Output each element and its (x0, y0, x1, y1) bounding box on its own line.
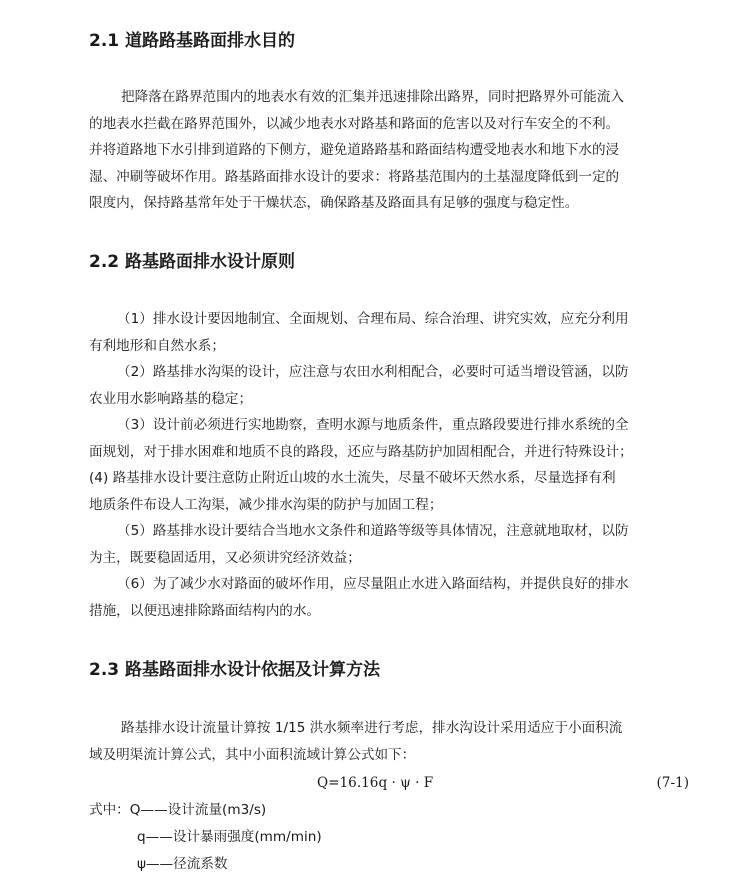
list-item-line: （3）设计前必须进行实地勘察，查明水源与地质条件，重点路段要进行排水系统的全 (117, 417, 629, 433)
section-2-3-paragraph (89, 715, 714, 768)
formula-expression: Q=16.16q · ψ · F (317, 775, 434, 791)
paragraph-line: 的地表水拦截在路界范围外，以减少地表水对路基和路面的危害以及对行车安全的不利。 (89, 115, 620, 132)
list-item-line: 为主，既要稳固适用，又必须讲究经济效益； (89, 549, 361, 566)
paragraph-line: 域及明渠流计算公式，其中小面积流域计算公式如下： (89, 746, 416, 763)
list-item-line: (4) 路基排水设计要注意防止附近山坡的水土流失，尽量不破坏天然水系，尽量选择有利 (89, 470, 616, 486)
section-2-1-paragraph (89, 84, 714, 217)
paragraph-line: 把降落在路界范围内的地表水有效的汇集并迅速排除出路界，同时把路界外可能流入 (121, 89, 624, 105)
list-item-line: （1）排水设计要因地制宜、全面规划、合理布局、综合治理、讲究实效，应充分利用 (117, 311, 629, 327)
variable-definition: q——设计暴雨强度(mm/min) (137, 829, 322, 845)
list-item-line: （2）路基排水沟渠的设计，应注意与农田水利相配合，必要时可适当增设管涵，以防 (117, 364, 629, 380)
section-2-2-heading: 2.2 路基路面排水设计原则 (89, 252, 296, 272)
paragraph-line: 并将道路地下水引排到道路的下侧方，避免道路路基和路面结构遭受地表水和地下水的浸 (89, 142, 620, 158)
section-2-3-heading: 2.3 路基路面排水设计依据及计算方法 (89, 660, 381, 680)
section-2-1-heading: 2.1 道路路基路面排水目的 (89, 31, 296, 51)
list-item-line: 措施，以便迅速排除路面结构内的水。 (89, 602, 321, 619)
formula-number: (7-1) (656, 775, 689, 791)
section-2-2-list (89, 306, 714, 624)
list-item-line: （5）路基排水设计要结合当地水文条件和道路等级等具体情况，注意就地取材，以防 (117, 523, 629, 539)
flow-formula (89, 772, 689, 794)
paragraph-line: 限度内，保持路基常年处于干燥状态，确保路基及路面具有足够的强度与稳定性。 (89, 195, 579, 211)
formula-variable-definitions (89, 797, 322, 878)
paragraph-line: 路基排水设计流量计算按 1/15 洪水频率进行考虑，排水沟设计采用适应于小面积流 (121, 720, 623, 736)
variable-definition: ψ——径流系数 (137, 856, 228, 872)
list-item-line: 农业用水影响路基的稳定； (89, 390, 253, 407)
paragraph-line: 湿、冲刷等破坏作用。路基路面排水设计的要求：将路基范围内的土基湿度降低到一定的 (89, 168, 620, 185)
list-item-line: （6）为了减少水对路面的破坏作用，应尽量阻止水进入路面结构，并提供良好的排水 (117, 576, 629, 592)
list-item-line: 面规划，对于排水困难和地质不良的路段，还应与路基防护加固相配合，并进行特殊设计； (89, 443, 633, 460)
list-item-line: 地质条件布设人工沟渠，减少排水沟渠的防护与加固工程； (89, 496, 443, 513)
variable-definition: 式中：Q——设计流量(m3/s) (89, 802, 267, 818)
list-item-line: 有利地形和自然水系； (89, 337, 225, 354)
